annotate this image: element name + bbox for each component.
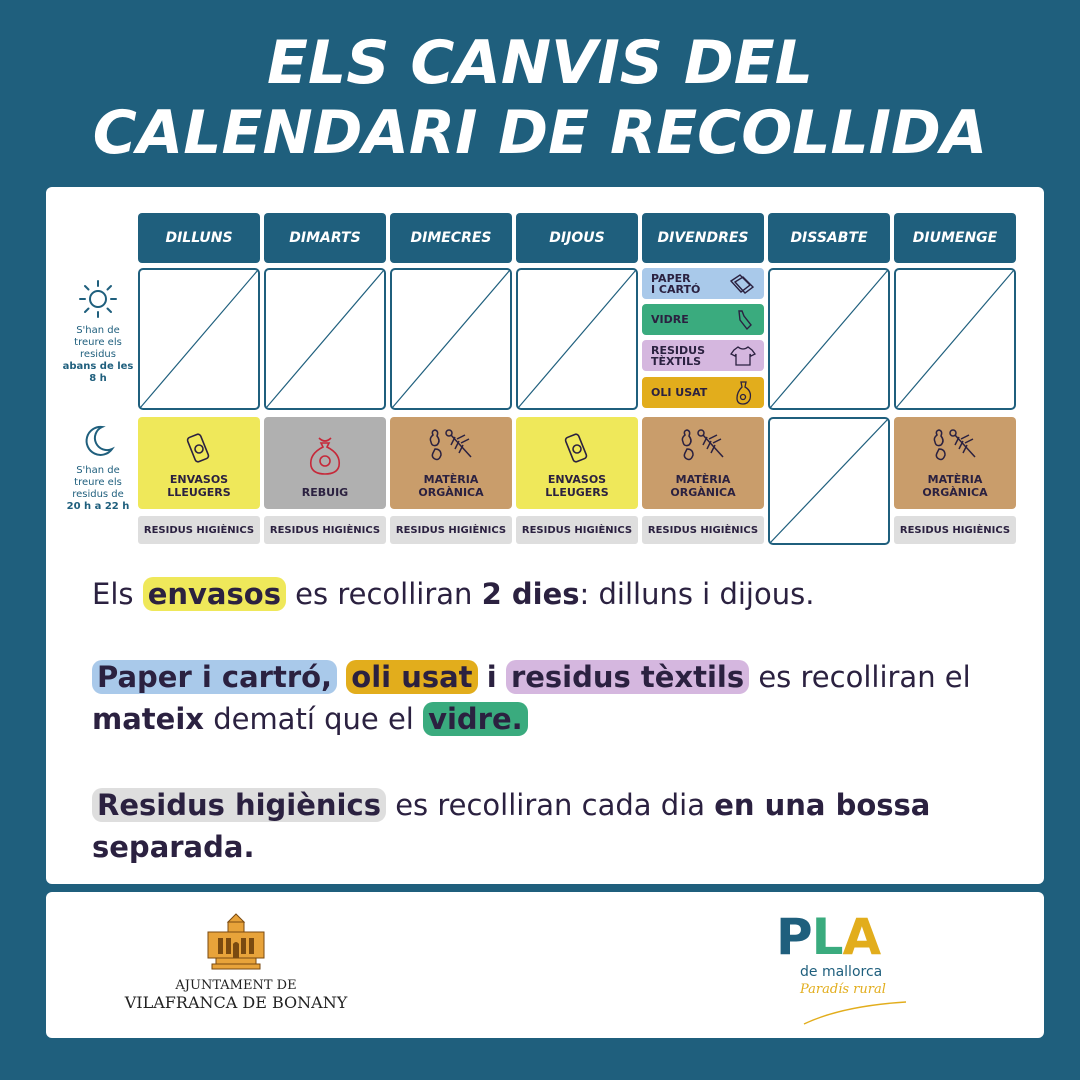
s1-b: es recolliran: [295, 577, 473, 611]
night-label-2: ORGÀNICA: [922, 486, 988, 499]
day-header-sunday: DIUMENGE: [894, 213, 1016, 263]
pla-de-mallorca-logo: [766, 908, 926, 1028]
statement-2: [92, 656, 1012, 740]
s2-highlight-paper: Paper i cartró,: [92, 660, 337, 694]
pla-logo-text: PLA: [776, 908, 881, 966]
night-cell-monday: [138, 417, 260, 509]
empty-cell-morning-wednesday: [390, 268, 512, 410]
trash-bag-icon: [305, 434, 345, 476]
day-header-friday: DIVENDRES: [642, 213, 764, 263]
night-cell-sunday: [894, 417, 1016, 509]
paper-icon: [728, 273, 756, 295]
statement-1: [92, 573, 1012, 615]
s3-highlight-hygienic: Residus higiènics: [92, 788, 386, 822]
empty-cell-night-saturday: [768, 417, 890, 545]
night-label-1: ENVASOS: [547, 473, 607, 486]
ajuntament-line-2: VILAFRANCA DE BONANY: [124, 993, 348, 1012]
page-title: [0, 28, 1080, 168]
morning-note-bold: abans de les 8 h: [62, 361, 134, 384]
paper-label-2: I CARTÓ: [651, 282, 701, 296]
ajuntament-logo: [106, 912, 366, 1012]
empty-cell-morning-monday: [138, 268, 260, 410]
friday-textile-tag: [642, 340, 764, 371]
pla-subtitle: de mallorca: [800, 964, 883, 980]
empty-cell-morning-sunday: [894, 268, 1016, 410]
friday-paper-tag: [642, 268, 764, 299]
night-label-1: MATÈRIA: [423, 473, 479, 486]
glass-label: VIDRE: [651, 313, 689, 326]
hygienic-monday: RESIDUS HIGIÈNICS: [138, 516, 260, 544]
paper-label-1: PAPER: [651, 271, 691, 285]
textile-label-2: TÈXTILS: [651, 354, 702, 368]
calendar-card: [46, 187, 1044, 884]
night-cell-thursday: [516, 417, 638, 509]
night-label-1: MATÈRIA: [927, 473, 983, 486]
statement-3: [92, 784, 1012, 868]
ajuntament-line-1: AJUNTAMENT DE: [175, 978, 297, 993]
pla-tagline: Paradís rural: [800, 982, 886, 997]
night-label-2: ORGÀNICA: [670, 486, 736, 499]
organic-icon: [427, 427, 475, 467]
s1-a: Els: [92, 577, 134, 611]
organic-icon: [931, 427, 979, 467]
night-label-2: ORGÀNICA: [418, 486, 484, 499]
day-header-saturday: DISSABTE: [768, 213, 890, 263]
s1-bold: 2 dies: [481, 577, 580, 611]
empty-cell-morning-tuesday: [264, 268, 386, 410]
morning-note-text: S'han de treure els residus: [74, 325, 122, 360]
s2-and: i: [486, 660, 497, 694]
can-icon: [560, 429, 594, 467]
night-note-bold: 20 h a 22 h: [66, 501, 130, 512]
hygienic-thursday: RESIDUS HIGIÈNICS: [516, 516, 638, 544]
footer: [46, 892, 1044, 1038]
night-label-1: MATÈRIA: [675, 473, 731, 486]
s1-highlight-packaging: envasos: [143, 577, 286, 611]
oil-label: OLI USAT: [651, 386, 708, 399]
organic-icon: [679, 427, 727, 467]
hygienic-sunday: RESIDUS HIGIÈNICS: [894, 516, 1016, 544]
s2-b: dematí que el: [213, 702, 414, 736]
s2-highlight-glass: vidre.: [423, 702, 528, 736]
s2-highlight-textile: residus tèxtils: [506, 660, 749, 694]
night-cell-tuesday: [264, 417, 386, 509]
s2-highlight-oil: oli usat: [346, 660, 477, 694]
night-label-1: REBUIG: [301, 486, 349, 499]
s2-a: es recolliran el: [758, 660, 971, 694]
s3-bold-1: en una bossa: [714, 788, 931, 822]
day-header-tuesday: DIMARTS: [264, 213, 386, 263]
sun-icon: [78, 279, 118, 319]
s3-a: es recolliran cada dia: [395, 788, 705, 822]
friday-glass-tag: [642, 304, 764, 335]
can-icon: [182, 429, 216, 467]
night-cell-friday: [642, 417, 764, 509]
night-note-text: S'han de treure els residus de: [72, 465, 124, 500]
day-header-monday: DILLUNS: [138, 213, 260, 263]
s1-c: : dilluns i dijous.: [579, 577, 815, 611]
night-label-2: LLEUGERS: [545, 486, 609, 499]
night-label-1: ENVASOS: [169, 473, 229, 486]
moon-icon: [80, 423, 116, 459]
tshirt-icon: [730, 345, 756, 367]
morning-note: [60, 279, 136, 385]
day-header-wednesday: DIMECRES: [390, 213, 512, 263]
title-line-2: CALENDARI DE RECOLLIDA: [92, 98, 988, 168]
textile-label-1: RESIDUS: [651, 343, 705, 357]
night-cell-wednesday: [390, 417, 512, 509]
s3-bold-2: separada.: [92, 830, 255, 864]
friday-oil-tag: [642, 377, 764, 408]
empty-cell-morning-saturday: [768, 268, 890, 410]
town-hall-icon: [204, 912, 268, 970]
hygienic-friday: RESIDUS HIGIÈNICS: [642, 516, 764, 544]
day-header-thursday: DIJOUS: [516, 213, 638, 263]
oil-icon: [732, 380, 756, 406]
hygienic-wednesday: RESIDUS HIGIÈNICS: [390, 516, 512, 544]
night-note: [60, 423, 136, 513]
s2-bold: mateix: [92, 702, 204, 736]
pla-swoosh: [802, 998, 912, 1028]
empty-cell-morning-thursday: [516, 268, 638, 410]
hygienic-tuesday: RESIDUS HIGIÈNICS: [264, 516, 386, 544]
title-line-1: ELS CANVIS DEL: [267, 28, 813, 98]
bottle-icon: [732, 308, 756, 332]
night-label-2: LLEUGERS: [167, 486, 231, 499]
